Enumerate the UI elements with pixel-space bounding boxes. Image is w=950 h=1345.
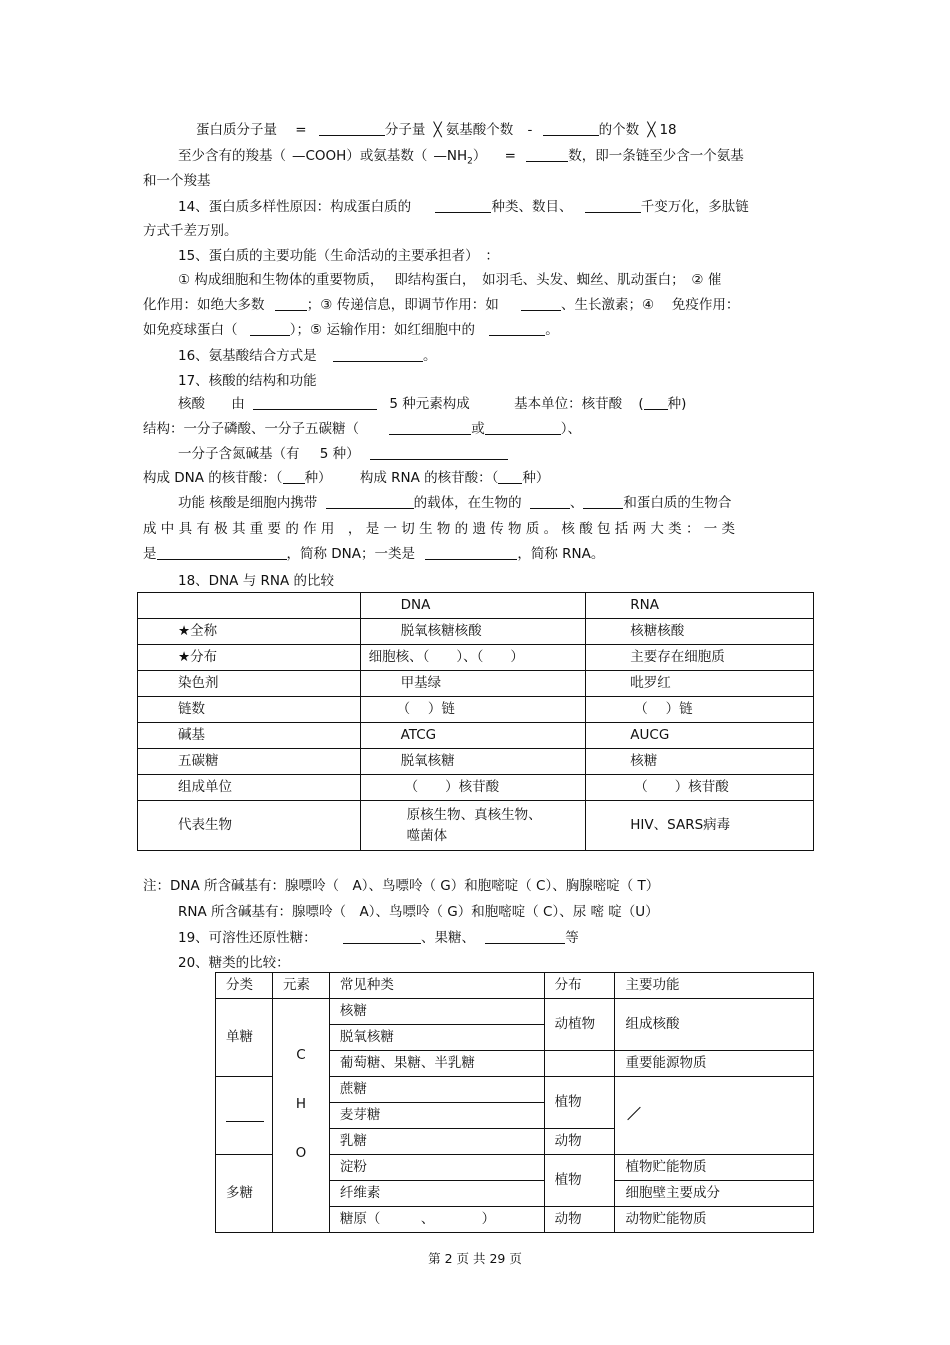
table-cell: ★分布: [138, 645, 361, 671]
table-cell: 五碳糖: [138, 749, 361, 775]
text: 噬菌体: [406, 827, 448, 844]
paragraph-15c: [143, 321, 559, 339]
text: H: [295, 1096, 306, 1112]
table-cell: 脱氧核糖: [329, 1025, 544, 1051]
text: 分子量: [384, 122, 426, 138]
blank[interactable]: [253, 395, 377, 410]
table-cell: 蔗糖: [329, 1077, 544, 1103]
element-cell: [272, 999, 329, 1233]
table-cell: 元素: [272, 973, 329, 999]
table-cell: 吡罗红: [586, 671, 814, 697]
text: 化作用：如绝大多数: [143, 297, 265, 313]
blank[interactable]: [543, 121, 599, 136]
table-cell: 分类: [216, 973, 273, 999]
table-header: [216, 973, 814, 999]
paragraph-15b: [143, 296, 739, 314]
text: =: [504, 148, 516, 164]
paragraph-20: 20、糖类的比较：: [178, 955, 290, 971]
table-cell: 核糖核酸: [586, 619, 814, 645]
text: 种类、数目、: [491, 199, 573, 215]
blank[interactable]: [425, 545, 517, 560]
text: 种）: [522, 470, 550, 486]
text: 由: [231, 396, 245, 412]
paragraph-17e: [178, 494, 731, 512]
paragraph-17c: [178, 445, 508, 463]
blank[interactable]: [157, 545, 287, 560]
multiply-icon: ╳: [433, 122, 442, 138]
table-cell: 植物: [544, 1155, 615, 1207]
text: 19、可溶性还原性糖：: [178, 930, 317, 946]
text: 5 种元素构成: [389, 396, 470, 412]
table-cell: 分布: [544, 973, 615, 999]
text: ）；⑤ 运输作用：如红细胞中的: [289, 322, 475, 338]
text: O: [295, 1145, 307, 1161]
table-cell: 糖原（ 、 ）: [329, 1207, 544, 1233]
table-cell: 细胞核、（ ）、（ ）: [360, 645, 586, 671]
table-cell: 链数: [138, 697, 361, 723]
blank[interactable]: [585, 198, 641, 213]
table-cell: （ ）链: [586, 697, 814, 723]
text: ，简称 DNA；一类是: [286, 546, 416, 562]
table-cell: DNA: [360, 593, 586, 619]
text: 14、蛋白质多样性原因：构成蛋白质的: [178, 199, 412, 215]
blank[interactable]: [343, 929, 421, 944]
text: (: [638, 396, 644, 412]
table-cell: 主要存在细胞质: [586, 645, 814, 671]
text: ；③ 传递信息，即调节作用：如: [306, 297, 499, 313]
paragraph-15: 15、蛋白质的主要功能（生命活动的主要承担者） ：: [178, 248, 499, 264]
text: ）、: [560, 421, 582, 437]
blank[interactable]: [389, 420, 471, 435]
line-carboxyl: [178, 147, 744, 171]
text: 千变万化，多肽链: [640, 199, 749, 215]
table-cell: 麦芽糖: [329, 1103, 544, 1129]
table-cell: 组成单位: [138, 775, 361, 801]
table-row: [138, 619, 814, 645]
table-row: [138, 645, 814, 671]
text: 构成 RNA 的核苷酸：（: [359, 470, 499, 486]
text: 是: [143, 546, 157, 562]
text: 和一个羧基: [143, 173, 211, 189]
text: 或氨基数（: [359, 148, 428, 164]
table-cell: 动物: [544, 1207, 615, 1233]
paragraph-14: [178, 198, 749, 216]
table-cell: AUCG: [586, 723, 814, 749]
text: -: [527, 122, 533, 138]
text: 。: [545, 322, 559, 338]
text: 如免疫球蛋白（: [143, 322, 238, 338]
text: 一分子含氮碱基（有: [178, 446, 300, 462]
text: 5 种）: [319, 446, 360, 462]
dna-rna-table: [137, 592, 814, 851]
text: =: [295, 122, 307, 138]
blank[interactable]: [275, 296, 307, 311]
table-cell: [615, 1077, 814, 1155]
page-footer: 第 2 页 共 29 页: [428, 1251, 522, 1266]
blank[interactable]: [435, 198, 491, 213]
table-cell: ATCG: [360, 723, 586, 749]
text: 的载体，在生物的: [413, 495, 522, 511]
text: 等: [565, 930, 579, 946]
blank[interactable]: [489, 321, 545, 336]
blank[interactable]: [521, 296, 561, 311]
blank[interactable]: [326, 494, 414, 509]
table-row: [138, 775, 814, 801]
table-cell: [216, 1077, 273, 1155]
blank[interactable]: [250, 321, 290, 336]
table-cell: 动物: [544, 1129, 615, 1155]
table-cell: 纤维素: [329, 1181, 544, 1207]
paragraph-17d: [143, 469, 549, 487]
text: 结构：一分子磷酸、一分子五碳糖（: [143, 421, 359, 437]
table-cell: 多糖: [216, 1155, 273, 1233]
text: 核酸: [178, 396, 205, 412]
text: 2: [467, 156, 473, 167]
table-cell: [360, 801, 586, 851]
text: 18: [659, 122, 677, 138]
text: —NH: [433, 148, 468, 164]
table-row: [138, 671, 814, 697]
table-cell: 核糖: [586, 749, 814, 775]
blank[interactable]: [485, 420, 561, 435]
table-cell: 代表生物: [138, 801, 361, 851]
table-cell: RNA: [586, 593, 814, 619]
table-cell: 主要功能: [615, 973, 814, 999]
blank[interactable]: [644, 395, 668, 410]
text: 方式千差万别。: [143, 223, 238, 239]
text: 的个数: [598, 122, 640, 138]
table-cell: （ ）核苷酸: [360, 775, 586, 801]
table-cell: （ ）链: [360, 697, 586, 723]
blank[interactable]: [226, 1107, 264, 1122]
text: 和蛋白质的生物合: [623, 495, 732, 511]
text: 基本单位：核苷酸: [514, 396, 623, 412]
blank[interactable]: [485, 929, 565, 944]
text: 成 中 具 有 极 其 重 要 的 作 用 ， 是 一 切 生 物 的 遗 传 物 质 。 核 酸 包 括 两 大 类 ： 一 类: [143, 521, 736, 537]
blank[interactable]: [498, 469, 522, 484]
table-cell: 细胞壁主要成分: [615, 1181, 814, 1207]
text: ，简称 RNA。: [517, 546, 605, 562]
text: ① 构成细胞和生物体的重要物质， 即结构蛋白， 如羽毛、头发、蜘丝、肌动蛋白； ② 催: [178, 272, 722, 288]
table-cell: 重要能源物质: [615, 1051, 814, 1077]
table-cell: ★全称: [138, 619, 361, 645]
paragraph-19: [178, 929, 579, 947]
table-cell: 植物贮能物质: [615, 1155, 814, 1181]
table-cell: 淀粉: [329, 1155, 544, 1181]
table-cell: 动植物: [544, 999, 615, 1051]
blank[interactable]: [526, 147, 568, 162]
blank[interactable]: [283, 469, 305, 484]
text: C: [296, 1047, 306, 1063]
table-cell: 组成核酸: [615, 999, 814, 1051]
table-row: [216, 999, 814, 1025]
table-cell: HIV、SARS病毒: [586, 801, 814, 851]
table-header: [138, 593, 814, 619]
table-cell: 常见种类: [329, 973, 544, 999]
note-dna-bases: 注：DNA 所含碱基有：腺嘌呤（ A）、鸟嘌呤（ G）和胞嘧啶（ C）、胸腺嘧啶（ T）: [143, 878, 660, 894]
table-row: [138, 801, 814, 851]
table-cell: 染色剂: [138, 671, 361, 697]
paragraph-16: [178, 347, 436, 365]
text: 或: [471, 421, 485, 437]
text: 、: [569, 495, 584, 511]
text: ）: [472, 148, 487, 164]
text: 16、氨基酸结合方式是: [178, 348, 317, 364]
table-row: [138, 749, 814, 775]
table-cell: 乳糖: [329, 1129, 544, 1155]
text: 。: [422, 348, 437, 364]
text: 构成 DNA 的核苷酸：（: [143, 470, 283, 486]
text: 氨基酸个数: [445, 122, 514, 138]
text: 、果糖、: [420, 930, 475, 946]
paragraph-17b: [143, 420, 581, 438]
table-row: [138, 723, 814, 749]
table-cell: 单糖: [216, 999, 273, 1077]
table-cell: 脱氧核糖核酸: [360, 619, 586, 645]
blank[interactable]: [370, 445, 508, 460]
sugar-table: [215, 972, 814, 1233]
formula-line: [196, 121, 677, 139]
paragraph-17: 17、核酸的结构和功能: [178, 373, 317, 389]
text: 原核生物、真核生物、: [406, 806, 542, 823]
note-rna-bases: RNA 所含碱基有：腺嘌呤（ A）、鸟嘌呤（ G）和胞嘧啶（ C）、尿 嘧 啶（U）: [178, 904, 659, 920]
blank[interactable]: [530, 494, 570, 509]
blank[interactable]: [583, 494, 623, 509]
blank[interactable]: [333, 347, 423, 362]
text: 数，即一条链至少含一个氨基: [568, 148, 744, 164]
multiply-icon: ╳: [647, 122, 656, 138]
table-row: [138, 697, 814, 723]
text: —COOH）: [292, 148, 360, 164]
text: 蛋白质分子量: [196, 122, 277, 138]
text: 种): [667, 396, 687, 412]
text: 、生长激素；④ 免疫作用：: [561, 297, 740, 313]
blank[interactable]: [319, 121, 385, 136]
table-cell: [544, 1051, 615, 1077]
table-cell: 动物贮能物质: [615, 1207, 814, 1233]
table-cell: 甲基绿: [360, 671, 586, 697]
table-cell: 脱氧核糖: [360, 749, 586, 775]
table-cell: 葡萄糖、果糖、半乳糖: [329, 1051, 544, 1077]
table-cell: 核糖: [329, 999, 544, 1025]
table-cell: 碱基: [138, 723, 361, 749]
table-cell: （ ）核苷酸: [586, 775, 814, 801]
paragraph-17g: [143, 545, 604, 563]
text: 功能 核酸是细胞内携带: [178, 495, 318, 511]
paragraph-18: 18、DNA 与 RNA 的比较: [178, 573, 334, 589]
text: 种）: [304, 470, 332, 486]
table-cell: 植物: [544, 1077, 615, 1129]
text: 至少含有的羧基（: [178, 148, 286, 164]
table-cell: [138, 593, 361, 619]
paragraph-17a: [178, 395, 686, 413]
slash-icon: [625, 1106, 639, 1120]
